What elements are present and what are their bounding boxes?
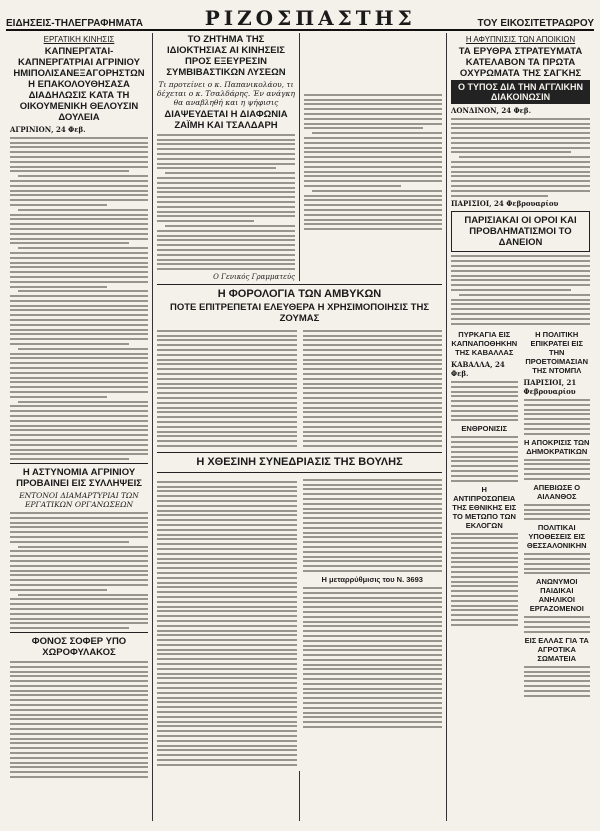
- article-dateline-3: ΚΑΒΑΛΛΑ, 24 Φεβ.: [451, 360, 505, 379]
- newspaper-page: [6, 5, 594, 821]
- newspaper-title: ΡΙΖΟΣΠΑΣΤΗΣ: [204, 6, 416, 30]
- article-headline: Η ΧΘΕΣΙΝΗ ΣΥΝΕΔΡΙΑΣΙΣ ΤΗΣ ΒΟΥΛΗΣ: [196, 456, 403, 468]
- article-subhead: Τι προτείνει ο κ. Παπανικολάου, τι δέχεται ο κ. Τσαλδάρης. Έν ανάγκη θα αναβληθή και η ψήφισις: [157, 80, 295, 107]
- article-body: [157, 134, 295, 270]
- article-headline-3: ΦΟΝΟΣ ΣΟΦΕΡ ΥΠΟ ΧΩΡΟΦΥΛΑΚΟΣ: [31, 636, 127, 659]
- article-body: [451, 118, 590, 197]
- article-subhead: Η μεταρρύθμισις του Ν. 3693: [321, 574, 423, 584]
- article-body-2: [451, 255, 590, 324]
- section-label-right: ΤΟΥ ΕΙΚΟΣΙΤΕΤΡΑΩΡΟΥ: [477, 18, 594, 29]
- article-dateline: ΑΓΡΙΝΙΟΝ, 24 Φεβ.: [10, 125, 86, 134]
- article-headline-4: ΕΝΘΡΟΝΙΣΙΣ: [461, 424, 508, 434]
- article-subheadline: ΔΙΑΨΕΥΔΕΤΑΙ Η ΔΙΑΦΩΝΙΑ ΖΑΪΜΗ ΚΑΙ ΤΣΑΛΔΑΡΗ: [164, 109, 288, 131]
- article-subhead: ΠΟΤΕ ΕΠΙΤΡΕΠΕΤΑΙ ΕΛΕΥΘΕΡΑ Η ΧΡΗΣΙΜΟΠΟΙΗΣΙΣ ΤΗΣ ΖΟΥΜΑΣ: [169, 302, 430, 324]
- article-subhead-2: ΕΝΤΟΝΟΙ ΔΙΑΜΑΡΤΥΡΙΑΙ ΤΩΝ ΕΡΓΑΤΙΚΩΝ ΟΡΓΑΝΩΣΕΩΝ: [19, 491, 139, 510]
- article-headline-3: ΠΥΡΚΑΓΙΑ ΕΙΣ ΚΑΠΝΑΠΟΘΗΚΗΝ ΤΗΣ ΚΑΒΑΛΛΑΣ: [451, 330, 518, 358]
- article-body-2: [10, 512, 148, 629]
- section-label: ΕΙΔΗΣΕΙΣ-ΤΗΛΕΓΡΑΦΗΜΑΤΑ: [6, 18, 143, 29]
- article-body: [10, 137, 148, 460]
- article-headline: ΤΑ ΕΡΥΘΡΑ ΣΤΡΑΤΕΥΜΑΤΑ ΚΑΤΕΛΑΒΟΝ ΤΑ ΠΡΩΤΑ ΟΧΥΡΩΜΑΤΑ ΤΗΣ ΣΑΓΚΗΣ: [458, 46, 583, 79]
- column-1: [6, 33, 153, 821]
- wide-article-1: [153, 281, 447, 452]
- article-kicker: ΕΡΓΑΤΙΚΗ ΚΙΝΗΣΙΣ: [43, 35, 115, 44]
- article-headline: ΚΑΠΝΕΡΓΑΤΑΙ-ΚΑΠΝΕΡΓΑΤΡΙΑΙ ΑΓΡΙΝΙΟΥ ΗΜΙΠΟΛΙΣΑΝΕΞΑΓΟΡΗΣΤΩΝ Η ΕΠΑΚΟΛΟΥΘΗΣΑΣΑ ΔΙΑΔΗΛΩΣΙΣ ΚΑΤΑ ΤΗ ΟΙΚΟΥΜΕΝΙΚΗ ΘΕΛΟΥΣΙΝ ΔΟΥΛΕΙΑ: [13, 46, 145, 123]
- article-banner: Ο ΤΥΠΟΣ ΔΙΑ ΤΗΝ ΑΓΓΛΙΚΗΝ ΔΙΑΚΟΙΝΩΣΙΝ: [451, 80, 590, 104]
- article-headline-9: ΠΟΛΙΤΙΚΑΙ ΥΠΟΘΕΣΕΙΣ ΕΙΣ ΘΕΣΣΑΛΟΝΙΚΗΝ: [526, 523, 587, 551]
- column-4: [447, 33, 594, 821]
- masthead: [6, 5, 594, 31]
- article-headline-2: Η ΑΣΤΥΝΟΜΙΑ ΑΓΡΙΝΙΟΥ ΠΡΟΒΑΙΝΕΙ ΕΙΣ ΣΥΛΛΗΨΕΙΣ: [16, 467, 142, 490]
- wide-article-2: [153, 449, 447, 771]
- article-dateline-2: ΠΑΡΙΣΙΟΙ, 24 Φεβρουαρίου: [451, 199, 559, 209]
- article-kicker: Η ΑΦΥΠΝΙΣΙΣ ΤΩΝ ΑΠΟΙΚΙΩΝ: [465, 35, 576, 44]
- article-signature: Ο Γενικός Γραμματεύς: [213, 272, 295, 281]
- article-headline-11: ΕΙΣ ΕΛΛΑΣ ΓΙΑ ΤΑ ΑΓΡΟΤΙΚΑ ΣΩΜΑΤΕΙΑ: [524, 635, 589, 663]
- article-body-continued: [304, 35, 442, 230]
- article-headline-7: Η ΑΠΟΚΡΙΣΙΣ ΤΩΝ ΔΗΜΟΚΡΑΤΙΚΩΝ: [524, 437, 590, 456]
- article-headline-10: ΑΝΩΝΥΜΟΙ ΠΑΙΔΙΚΑΙ ΑΝΗΛΙΚΟΙ ΕΡΓΑΖΟΜΕΝΟΙ: [529, 577, 584, 614]
- article-body-3: [10, 661, 148, 778]
- article-headline-6: Η ΠΟΛΙΤΙΚΗ ΕΠΙΚΡΑΤΕΙ ΕΙΣ ΤΗΝ ΠΡΟΕΤΟΙΜΑΣΙΑΝ ΤΗΣ ΝΤΟΜΠΛ: [525, 330, 589, 376]
- article-headline: Η ΦΟΡΟΛΟΓΙΑ ΤΩΝ ΑΜΒΥΚΩΝ: [217, 288, 382, 300]
- article-headline-2: ΠΑΡΙΣΙΑΚΑΙ ΟΙ ΟΡΟΙ ΚΑΙ ΠΡΟΒΛΗΜΑΤΙΣΜΟΙ ΤΟ ΔΑΝΕΙΟΝ: [464, 215, 577, 249]
- article-headline: ΤΟ ΖΗΤΗΜΑ ΤΗΣ ΙΔΙΟΚΤΗΣΙΑΣ ΑΙ ΚΙΝΗΣΕΙΣ ΠΡΟΣ ΕΞΕΥΡΕΣΙΝ ΣΥΜΒΙΒΑΣΤΙΚΩΝ ΛΥΣΕΩΝ: [166, 34, 286, 78]
- article-headline-8: ΑΠΕΒΙΩΣΕ Ο ΑΙΛΑΝΘΟΣ: [533, 482, 581, 501]
- article-dateline: ΛΟΝΔΙΝΟΝ, 24 Φεβ.: [451, 106, 532, 115]
- article-headline-5: Η ΑΝΤΙΠΡΟΣΩΠΕΙΑ ΤΗΣ ΕΘΝΙΚΗΣ ΕΙΣ ΤΟ ΜΕΤΩΠΟ ΤΩΝ ΕΚΛΟΓΩΝ: [452, 484, 517, 530]
- article-dateline-4: ΠΑΡΙΣΙΟΙ, 21 Φεβρουαρίου: [523, 378, 577, 397]
